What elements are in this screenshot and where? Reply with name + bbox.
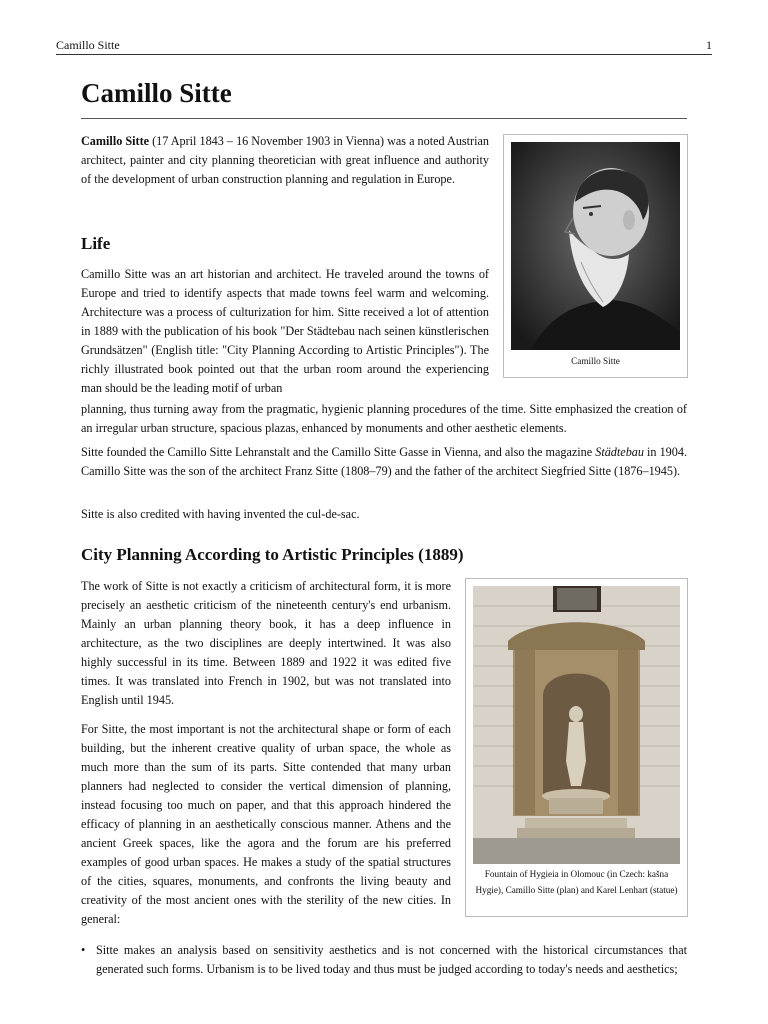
principles-paragraph-1: The work of Sitte is not exactly a criticism of architectural form, it is more precisely an aesthetic criticism of the nineteenth century's end urbanism. Mainly an urban planning theory book, it has a deep influence in architecture, as the two disciplines are deeply intertwined. It was also highly successful in its time. Between 1889 and 1922 it was edited five times. It was translated into French in 1902, but was not translated into English until 1945. [81,579,451,707]
running-title: Camillo Sitte [56,38,120,52]
fountain-figure [465,578,688,917]
running-header [56,38,712,55]
magazine-title: Städtebau [595,445,644,459]
principles-paragraph-2: For Sitte, the most important is not the architectural shape or form of each building, but the inherent creative quality of urban space, the whole as much more than the sum of its parts. Sitte contended that many urban planners had neglected to consider the vertical dimension of planning, instead focusing too much on paper, and that this approach hindered the efficacy of planning in an aesthetically conscious manner. Athens and the ancient Greek spaces, like the agora and the forum are his preferred examples of good urban spaces. He makes a study of the spatial structures of the cities, squares, monuments, and confronts the living beauty and creativity of the most ancient ones with the sterility of the new cities. In general: [81,722,451,926]
life-paragraph-3: Sitte is also credited with having invented the cul-de-sac. [81,507,360,521]
life-paragraph-1: Camillo Sitte was an art historian and architect. He traveled around the towns of Europe and tried to identify aspects that made towns feel warm and welcoming. Architecture was a process of culturization for him. Sitte received a lot of attention in 1889 with the publication of his book "Der Städtebau nach seinen künstlerischen Grundsätzen" (English title: "City Planning According to Artistic Principles"). The richly illustrated book pointed out that the urban room around the experiencing man should be the leading motif of urban [81,267,489,395]
life-paragraph-2 [81,443,687,481]
portrait-caption: Camillo Sitte [571,356,620,366]
life-p2-text-b: in 1904. Camillo Sitte was the son of the architect Franz Sitte (1808–79) and the father of the architect Siegfried Sitte (1876–1945). [81,445,687,478]
fountain-caption: Fountain of Hygieia in Olomouc (in Czech: kašna Hygie), Camillo Sitte (plan) and Karel Lenhart (statue) [475,869,678,895]
portrait-image[interactable] [511,142,680,350]
page-number: 1 [706,38,712,52]
section-heading-life: Life [81,234,111,253]
list-item: • Sitte makes an analysis based on sensitivity aesthetics and is not concerned with the historical circumstances that generated such forms. Urbanism is to be lived today and thus must be judged according to today's needs and aesthetics; [81,941,687,979]
fountain-image[interactable] [473,586,680,864]
section-heading-principles: City Planning According to Artistic Principles (1889) [81,545,464,564]
intro-name: Camillo Sitte [81,134,150,148]
portrait-figure [503,134,688,378]
page-title: Camillo Sitte [81,78,232,108]
intro-text: (17 April 1843 – 16 November 1903 in Vienna) was a noted Austrian architect, painter and city planning theoretician with great influence and authority of the development of urban construction planning and regulation in Europe. [81,134,489,186]
life-paragraph-1-cont: planning, thus turning away from the pragmatic, hygienic planning procedures of the time. Sitte emphasized the creation of an irregular urban structure, spacious plazas, enhanced by monuments and other aesthetic elements. [81,402,687,435]
life-p2-text-a: Sitte founded the Camillo Sitte Lehranstalt and the Camillo Sitte Gasse in Vienna, and also the magazine [81,445,596,459]
title-rule [81,118,687,119]
principles-bullet-list [81,941,687,979]
intro-paragraph [81,132,489,189]
